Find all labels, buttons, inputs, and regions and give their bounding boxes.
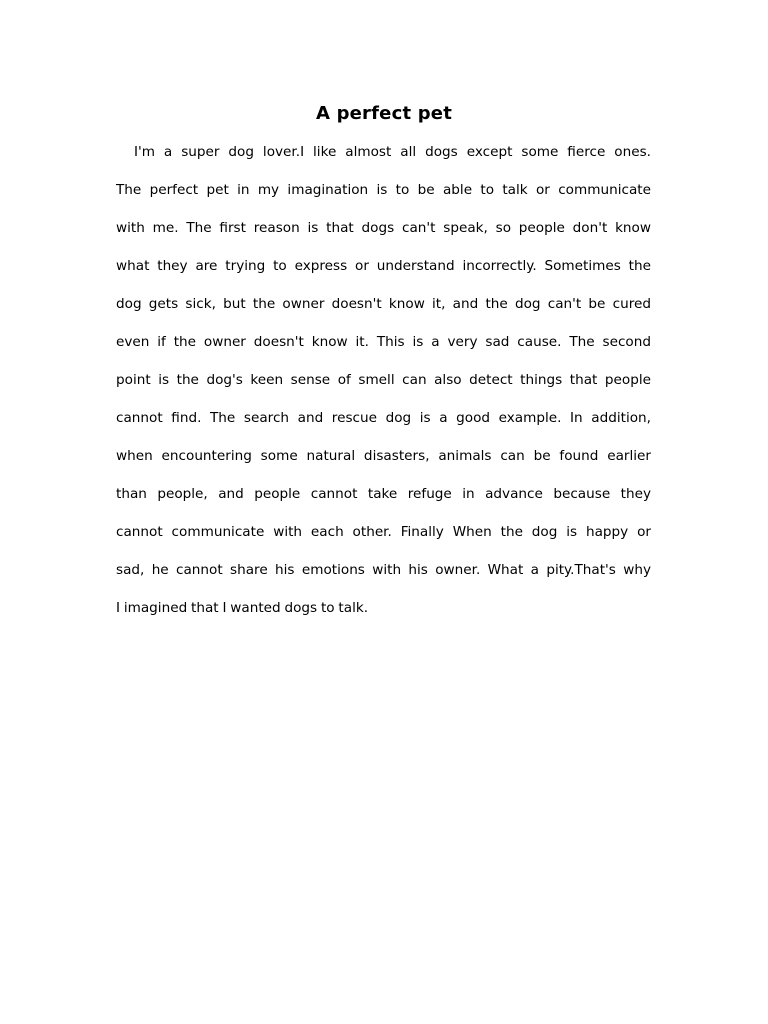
- essay-line: point is the dog's keen sense of smell can also detect things that people: [116, 372, 651, 388]
- essay-body: [116, 138, 651, 632]
- essay-line: even if the owner doesn't know it. This is a very sad cause. The second: [116, 334, 651, 350]
- essay-line: cannot find. The search and rescue dog is a good example. In addition,: [116, 410, 651, 426]
- essay-line: The perfect pet in my imagination is to be able to talk or communicate: [116, 182, 651, 198]
- document-title: A perfect pet: [315, 103, 453, 124]
- essay-line: with me. The first reason is that dogs can't speak, so people don't know: [116, 220, 651, 236]
- essay-line: I imagined that I wanted dogs to talk.: [116, 600, 369, 616]
- essay-line: cannot communicate with each other. Finally When the dog is happy or: [116, 524, 651, 540]
- essay-line: sad, he cannot share his emotions with his owner. What a pity.That's why: [116, 562, 651, 578]
- essay-line: than people, and people cannot take refuge in advance because they: [116, 486, 651, 502]
- essay-line: dog gets sick, but the owner doesn't know it, and the dog can't be cured: [116, 296, 651, 312]
- essay-line: what they are trying to express or understand incorrectly. Sometimes the: [116, 258, 651, 274]
- essay-line: when encountering some natural disasters, animals can be found earlier: [116, 448, 651, 464]
- essay-line: I'm a super dog lover.I like almost all dogs except some fierce ones.: [134, 144, 651, 160]
